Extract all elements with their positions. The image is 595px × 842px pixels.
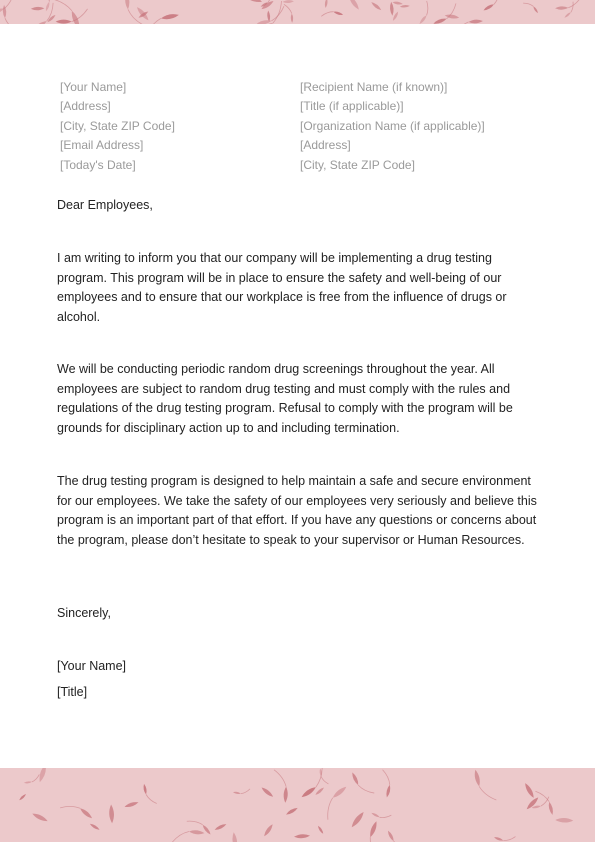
- recipient-organization: [Organization Name (if applicable)]: [300, 118, 485, 133]
- band-background: [0, 768, 595, 842]
- header-leaf-band: [0, 0, 595, 24]
- sender-email: [Email Address]: [60, 138, 144, 153]
- signature-name: [Your Name]: [57, 659, 127, 673]
- letter-paragraph: I am writing to inform you that our company will be implementing a drug testing program. This program will be in place to ensure the safety and well-being of our employees and to ensure that our workplace is free from the influence of drugs or alcohol.: [57, 251, 507, 324]
- footer-leaf-band: [0, 768, 595, 842]
- recipient-address: [Address]: [300, 138, 351, 153]
- recipient-name: [Recipient Name (if known)]: [300, 80, 448, 94]
- recipient-title: [Title (if applicable)]: [300, 99, 404, 114]
- sender-date: [Today's Date]: [60, 157, 136, 172]
- band-background: [0, 0, 595, 24]
- sender-address-block: [60, 78, 175, 175]
- letter-paragraph: The drug testing program is designed to help maintain a safe and secure environment for our employees. We take the safety of our employees very seriously and believe this program is an important part of that effort. If you have any questions or concerns about the program, please don’t hesitate to speak to your supervisor or Human Resources.: [57, 474, 537, 547]
- letter-greeting: Dear Employees,: [57, 198, 153, 212]
- recipient-city-state-zip: [City, State ZIP Code]: [300, 157, 415, 172]
- letter-paragraph: We will be conducting periodic random drug screenings throughout the year. All employees are subject to random drug testing and must comply with the rules and regulations of the drug testing program. Refusal to comply with the program will be grounds for disciplinary action up to and including termination.: [57, 362, 513, 435]
- sender-address: [Address]: [60, 99, 111, 114]
- signature-title: [Title]: [57, 685, 88, 699]
- sender-name: [Your Name]: [60, 80, 127, 94]
- leaf-pattern-top: [0, 0, 595, 24]
- letter-closing: Sincerely,: [57, 606, 111, 620]
- recipient-address-block: [300, 78, 485, 175]
- sender-city-state-zip: [City, State ZIP Code]: [60, 118, 175, 133]
- leaf-pattern-bottom: [0, 768, 595, 842]
